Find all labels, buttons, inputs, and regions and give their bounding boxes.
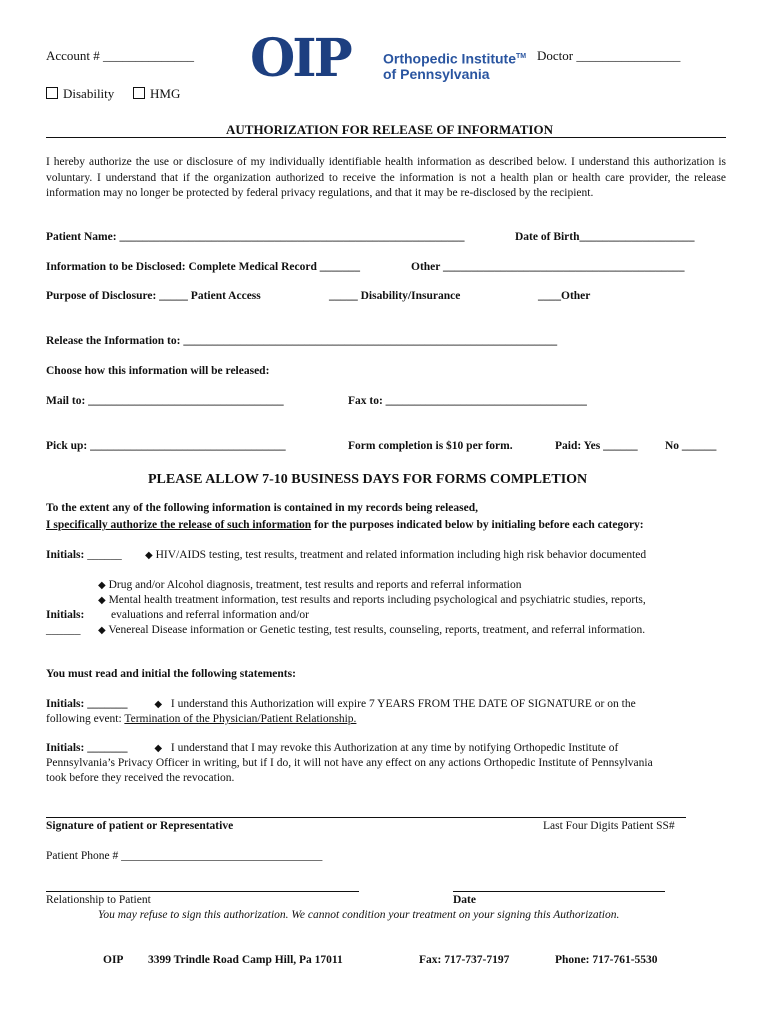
signature-label: Signature of patient or Representative xyxy=(46,820,234,832)
hiv-initials-row[interactable] xyxy=(46,549,122,561)
drug-category-text: Drug and/or Alcohol diagnosis, treatment, test results and reports and referral information xyxy=(108,579,522,591)
logo-name-line1: Orthopedic Institute™ xyxy=(383,50,527,67)
pick-up-field[interactable]: Pick up: __________________________________ xyxy=(46,440,286,452)
hmg-label: HMG xyxy=(150,86,181,101)
mental-category xyxy=(98,594,646,606)
venereal-category-text: Venereal Disease information or Genetic testing, test results, counseling, reports, treatment, and referral information. xyxy=(108,624,646,636)
group-initials-blank[interactable]: ______ xyxy=(46,624,81,636)
patient-name-field[interactable]: Patient Name: ____________________________________________________________ xyxy=(46,231,465,243)
form-title: AUTHORIZATION FOR RELEASE OF INFORMATION xyxy=(226,122,553,137)
initials-label: Initials: xyxy=(46,549,85,561)
expire-initials-field[interactable]: Initials: _______ xyxy=(46,698,128,710)
categories-intro-line1: To the extent any of the following information is contained in my records being released, xyxy=(46,502,478,514)
footer-phone: Phone: 717-761-5530 xyxy=(555,954,658,966)
fax-to-field[interactable]: Fax to: ___________________________________ xyxy=(348,395,587,407)
expire-statement-line1 xyxy=(46,698,636,710)
expire-statement-prefix: following event: xyxy=(46,713,125,725)
revoke-statement-text: I understand that I may revoke this Authorization at any time by notifying Orthopedic Institute of xyxy=(170,742,619,754)
disability-checkbox[interactable] xyxy=(46,87,58,99)
purpose-disability[interactable]: _____ Disability/Insurance xyxy=(329,290,461,302)
date-label: Date xyxy=(453,894,476,906)
relationship-line[interactable] xyxy=(46,891,359,892)
form-completion-fee: Form completion is $10 per form. xyxy=(348,440,513,452)
info-disclosed-field[interactable]: Information to be Disclosed: Complete Medical Record _______ xyxy=(46,261,360,273)
expire-statement-line2 xyxy=(46,713,356,725)
hiv-category-text: HIV/AIDS testing, test results, treatment and related information including high risk behavior documented xyxy=(155,549,647,561)
group-initials-label: Initials: xyxy=(46,609,85,621)
footer-org: OIP xyxy=(103,954,124,966)
ss-label: Last Four Digits Patient SS# xyxy=(543,820,675,832)
revoke-statement-line3: took before they received the revocation. xyxy=(46,772,235,784)
diamond-bullet-icon: ◆ xyxy=(98,580,106,591)
signature-line[interactable] xyxy=(46,817,686,818)
footer-fax: Fax: 717-737-7197 xyxy=(419,954,510,966)
paid-yes-field[interactable]: Paid: Yes ______ xyxy=(555,440,638,452)
footer-address: 3399 Trindle Road Camp Hill, Pa 17011 xyxy=(148,954,343,966)
forms-notice: PLEASE ALLOW 7-10 BUSINESS DAYS FOR FORMS COMPLETION xyxy=(148,472,588,487)
hiv-category xyxy=(145,549,646,561)
diamond-bullet-icon: ◆ xyxy=(145,550,153,561)
release-to-field[interactable]: Release the Information to: _________________________________________________________________ xyxy=(46,335,558,347)
choose-how-label: Choose how this information will be released: xyxy=(46,365,270,377)
mental-category-text: Mental health treatment information, test results and reports including psychological and psychiatric studies, reports, xyxy=(108,594,646,606)
statements-heading: You must read and initial the following statements: xyxy=(46,668,296,680)
patient-phone-field[interactable]: Patient Phone # ___________________________________ xyxy=(46,850,323,862)
paid-no-field[interactable]: No ______ xyxy=(665,440,717,452)
doctor-field[interactable]: Doctor ________________ xyxy=(537,48,681,63)
categories-intro-underlined: I specifically authorize the release of such information xyxy=(46,519,312,531)
hmg-option[interactable] xyxy=(133,86,180,102)
mental-category-continued: evaluations and referral information and/or xyxy=(111,609,309,621)
date-line[interactable] xyxy=(453,891,665,892)
consent-disclaimer: You may refuse to sign this authorization. We cannot condition your treatment on your signing this Authorization. xyxy=(98,909,620,921)
diamond-bullet-icon: ◆ xyxy=(154,743,163,754)
hiv-initials-blank[interactable]: ______ xyxy=(87,549,122,561)
dob-field[interactable]: Date of Birth____________________ xyxy=(515,231,695,243)
disability-option[interactable] xyxy=(46,86,114,102)
oip-logo xyxy=(250,28,535,94)
mail-to-field[interactable]: Mail to: __________________________________ xyxy=(46,395,284,407)
revoke-statement-line2: Pennsylvania’s Privacy Officer in writing, but if I do, it will not have any effect on any actions Orthopedic Institute of Pennsylvania xyxy=(46,757,653,769)
purpose-other[interactable]: ____Other xyxy=(538,290,591,302)
drug-category xyxy=(98,579,522,591)
categories-intro-rest: for the purposes indicated below by initialing before each category: xyxy=(311,519,644,531)
categories-intro-line2 xyxy=(46,519,644,531)
relationship-label: Relationship to Patient xyxy=(46,894,151,906)
account-field[interactable]: Account # ______________ xyxy=(46,48,195,63)
purpose-patient-access[interactable]: Purpose of Disclosure: _____ Patient Access xyxy=(46,290,261,302)
hmg-checkbox[interactable] xyxy=(133,87,145,99)
disability-label: Disability xyxy=(63,86,115,101)
expire-event-text: Termination of the Physician/Patient Relationship. xyxy=(124,713,357,725)
revoke-statement-line1 xyxy=(46,742,618,754)
logo-name-line2: of Pennsylvania xyxy=(383,66,490,82)
intro-paragraph: I hereby authorize the use or disclosure of my individually identifiable health information as described below. I understand this authorization is voluntary. I understand that if the organization authorized to receive the information is not a health plan or health care provider, the release information may no longer be protected by federal privacy regulations, and that it may be re-disclosed by the recipient. xyxy=(46,156,726,199)
diamond-bullet-icon: ◆ xyxy=(98,625,106,636)
venereal-category xyxy=(98,624,645,636)
revoke-initials-field[interactable]: Initials: _______ xyxy=(46,742,128,754)
diamond-bullet-icon: ◆ xyxy=(98,595,106,606)
logo-letters: OIP xyxy=(250,28,350,89)
expire-statement-text: I understand this Authorization will expire 7 YEARS FROM THE DATE OF SIGNATURE or on the xyxy=(170,698,636,710)
diamond-bullet-icon: ◆ xyxy=(154,699,163,710)
other-info-field[interactable]: Other __________________________________________ xyxy=(411,261,685,273)
